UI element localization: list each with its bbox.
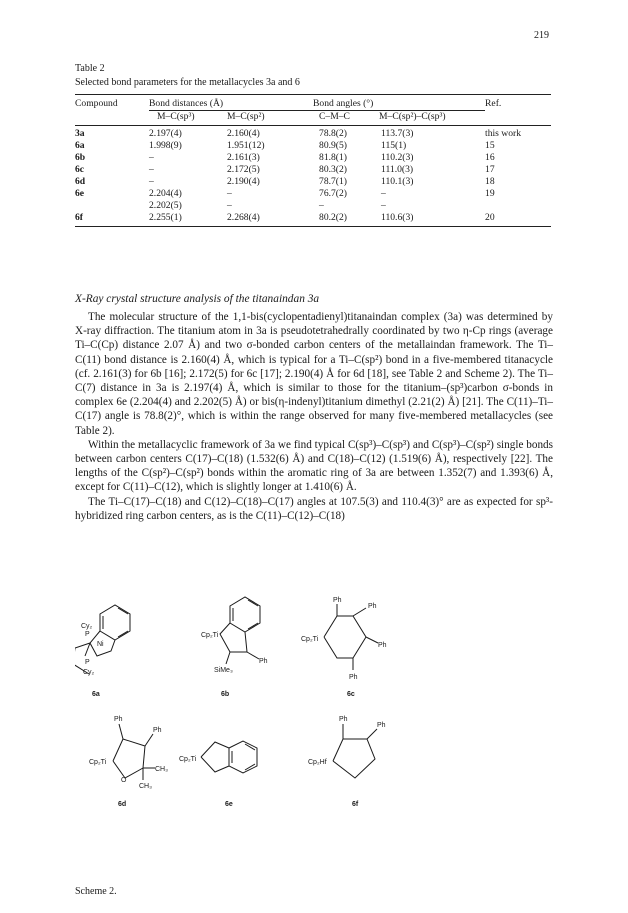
cell-a-cmc: 80.9(5) — [319, 140, 347, 151]
label-6d-o: O — [121, 777, 127, 784]
cell-compound: 6c — [75, 164, 85, 175]
label-6f-cp2hf: Cp₂Hf — [308, 759, 327, 766]
header-m-csp2: M–C(sp²) — [227, 111, 313, 126]
cell-a-cmc: – — [319, 200, 324, 211]
cell-compound: 6f — [75, 212, 83, 223]
cell-a-cmc: 76.7(2) — [319, 188, 347, 199]
header-ref: Ref. — [485, 98, 502, 109]
table-row — [75, 164, 551, 176]
compound-label-6e: 6e — [225, 801, 233, 808]
cell-d-sp3: 2.204(4) — [149, 188, 182, 199]
cell-a-cmc: 80.3(2) — [319, 164, 347, 175]
label-6a-p-top: P — [85, 631, 90, 638]
header-c-m-c: C–M–C — [313, 111, 373, 126]
cell-a-cmc: 80.2(2) — [319, 212, 347, 223]
structure-6b — [201, 597, 268, 674]
table-caption — [75, 62, 300, 90]
header-compound: Compound — [75, 98, 118, 109]
cell-d-sp2: 1.951(12) — [227, 140, 265, 151]
label-6c-ph-1: Ph — [333, 597, 342, 604]
cell-a-cmc: 78.8(2) — [319, 128, 347, 139]
cell-compound: 6b — [75, 152, 86, 163]
cell-d-sp2: 2.190(4) — [227, 176, 260, 187]
label-6d-ch3-2: CH₃ — [139, 783, 152, 790]
cell-ref: 18 — [485, 176, 495, 187]
compound-label-6d: 6d — [118, 801, 127, 808]
paragraph-1: The molecular structure of the 1,1-bis(cyclopentadienyl)titanaindan complex (3a) was determined by X-ray diffraction. The titanium atom in 3a is pseudotetrahedrally coordinated by two η-Cp rings (average Ti–C(Cp) distance 2.07 Å) and two σ-bonded carbon centers of the metallaindan framework. The Ti–C(11) bond distance is 2.160(4) Å, which is typical for a Ti–C(sp²) bond in a five-membered titanacycle (cf. 2.161(3) for 6b [16]; 2.172(5) for 6c [17]; 2.190(4) Å for 6d [18], see Table 2 and Scheme 2). The Ti–C(7) distance in 3a is 2.197(4) Å, which is similar to those for the titanium–(sp³)carbon σ-bonds in complex 6e (2.204(4) and 2.202(5) Å) or bis(η-indenyl)titanium dimethyl (2.21(2) Å) [21]. The C(11)–Ti–C(17) angle is 78.8(2)°, which is within the range observed for many five-membered metallacycles (see Table 2). — [75, 311, 553, 437]
scheme-caption: Scheme 2. — [75, 886, 117, 897]
cell-d-sp3: 2.197(4) — [149, 128, 182, 139]
structure-6d — [89, 716, 168, 790]
cell-ref: 19 — [485, 188, 495, 199]
cell-d-sp2: 2.172(5) — [227, 164, 260, 175]
label-6c-cp2ti: Cp₂Ti — [301, 636, 319, 643]
cell-a-mcc: 110.6(3) — [381, 212, 414, 223]
cell-a-mcc: 110.2(3) — [381, 152, 414, 163]
table-row — [75, 126, 551, 141]
cell-d-sp3: – — [149, 152, 154, 163]
page-number: 219 — [534, 30, 549, 41]
cell-compound: 6e — [75, 188, 85, 199]
header-bond-distances: Bond distances (Å) — [149, 98, 224, 109]
cell-d-sp3: 2.202(5) — [149, 200, 182, 211]
label-6a-cy2-top: Cy₂ — [81, 623, 93, 630]
label-6f-ph-2: Ph — [377, 722, 386, 729]
table-row — [75, 140, 551, 152]
cell-a-cmc: 78.7(1) — [319, 176, 347, 187]
compound-label-6c: 6c — [347, 691, 355, 698]
cell-ref: 20 — [485, 212, 495, 223]
cell-d-sp3: – — [149, 176, 154, 187]
label-6b-ph: Ph — [259, 658, 268, 665]
cell-compound: 6d — [75, 176, 86, 187]
header-m-csp2-csp3: M–C(sp²)–C(sp³) — [373, 111, 485, 126]
compound-label-6b: 6b — [221, 691, 230, 698]
cell-d-sp2: 2.268(4) — [227, 212, 260, 223]
table-label: Table 2 — [75, 63, 105, 74]
paragraph-3: The Ti–C(17)–C(18) and C(12)–C(18)–C(17) angles at 107.5(3) and 110.4(3)° are as expected for sp³-hybridized ring carbon centers, as is the C(11)–C(12)–C(18) — [75, 495, 553, 522]
cell-a-mcc: 115(1) — [381, 140, 407, 151]
section-title: X-Ray crystal structure analysis of the titanaindan 3a — [75, 293, 320, 305]
cell-d-sp2: 2.161(3) — [227, 152, 260, 163]
cell-a-mcc: – — [381, 200, 386, 211]
compound-label-6f: 6f — [352, 801, 359, 808]
cell-d-sp2: 2.160(4) — [227, 128, 260, 139]
label-6a-p-bottom: P — [85, 659, 90, 666]
cell-compound — [75, 200, 149, 212]
header-m-csp3: M–C(sp³) — [149, 111, 227, 126]
label-6d-ch3-1: CH₃ — [155, 766, 168, 773]
structure-6e — [179, 741, 257, 773]
compound-label-6a: 6a — [92, 691, 100, 698]
cell-a-mcc: 111.0(3) — [381, 164, 414, 175]
cell-ref: 17 — [485, 164, 495, 175]
label-6c-ph-3: Ph — [378, 642, 387, 649]
cell-a-mcc: 113.7(3) — [381, 128, 414, 139]
label-6d-ph-2: Ph — [153, 727, 162, 734]
cell-d-sp3: 2.255(1) — [149, 212, 182, 223]
cell-ref: 15 — [485, 140, 495, 151]
cell-ref — [485, 200, 551, 212]
label-6f-ph-1: Ph — [339, 716, 348, 723]
label-6c-ph-4: Ph — [349, 674, 358, 681]
label-6e-cp2ti: Cp₂Ti — [179, 756, 197, 763]
structure-6f — [308, 716, 386, 778]
label-6d-ph-1: Ph — [114, 716, 123, 723]
label-6c-ph-2: Ph — [368, 603, 377, 610]
structure-6a — [75, 605, 130, 676]
header-bond-angles: Bond angles (°) — [313, 98, 374, 109]
cell-d-sp3: – — [149, 164, 154, 175]
scheme-2-structures — [75, 596, 545, 896]
table-row — [75, 212, 551, 227]
cell-d-sp2: – — [227, 200, 232, 211]
paragraph-2: Within the metallacyclic framework of 3a we find typical C(sp³)–C(sp³) and C(sp³)–C(sp²) single bonds between carbon centers C(17)–C(18) (1.532(6) Å) and C(18)–C(12) (1.519(6) Å), respectively [22]. The lengths of the C(sp²)–C(sp²) bonds within the aromatic ring of 3a are between 1.352(7) and 1.393(6) Å, except for C(11)–C(12), which is slightly longer at 1.410(6) Å. — [75, 438, 553, 494]
cell-compound: 3a — [75, 128, 85, 139]
label-6b-sime3: SiMe₃ — [214, 667, 233, 674]
structure-6c — [301, 597, 387, 681]
cell-a-cmc: 81.8(1) — [319, 152, 347, 163]
cell-a-mcc: 110.1(3) — [381, 176, 414, 187]
body-text — [75, 310, 553, 523]
table-row — [75, 200, 551, 212]
cell-compound: 6a — [75, 140, 85, 151]
table-row — [75, 152, 551, 164]
label-6a-cy2-bottom: Cy₂ — [83, 669, 95, 676]
label-6d-cp2ti: Cp₂Ti — [89, 759, 107, 766]
cell-d-sp3: 1.998(9) — [149, 140, 182, 151]
table-title: Selected bond parameters for the metallacycles 3a and 6 — [75, 77, 300, 88]
cell-a-mcc: – — [381, 188, 386, 199]
cell-ref: 16 — [485, 152, 495, 163]
cell-ref: this work — [485, 128, 522, 139]
table-row — [75, 188, 551, 200]
table-row — [75, 176, 551, 188]
label-6b-cp2ti: Cp₂Ti — [201, 632, 219, 639]
label-6a-ni: Ni — [97, 641, 104, 648]
bond-parameters-table — [75, 94, 551, 227]
cell-d-sp2: – — [227, 188, 232, 199]
